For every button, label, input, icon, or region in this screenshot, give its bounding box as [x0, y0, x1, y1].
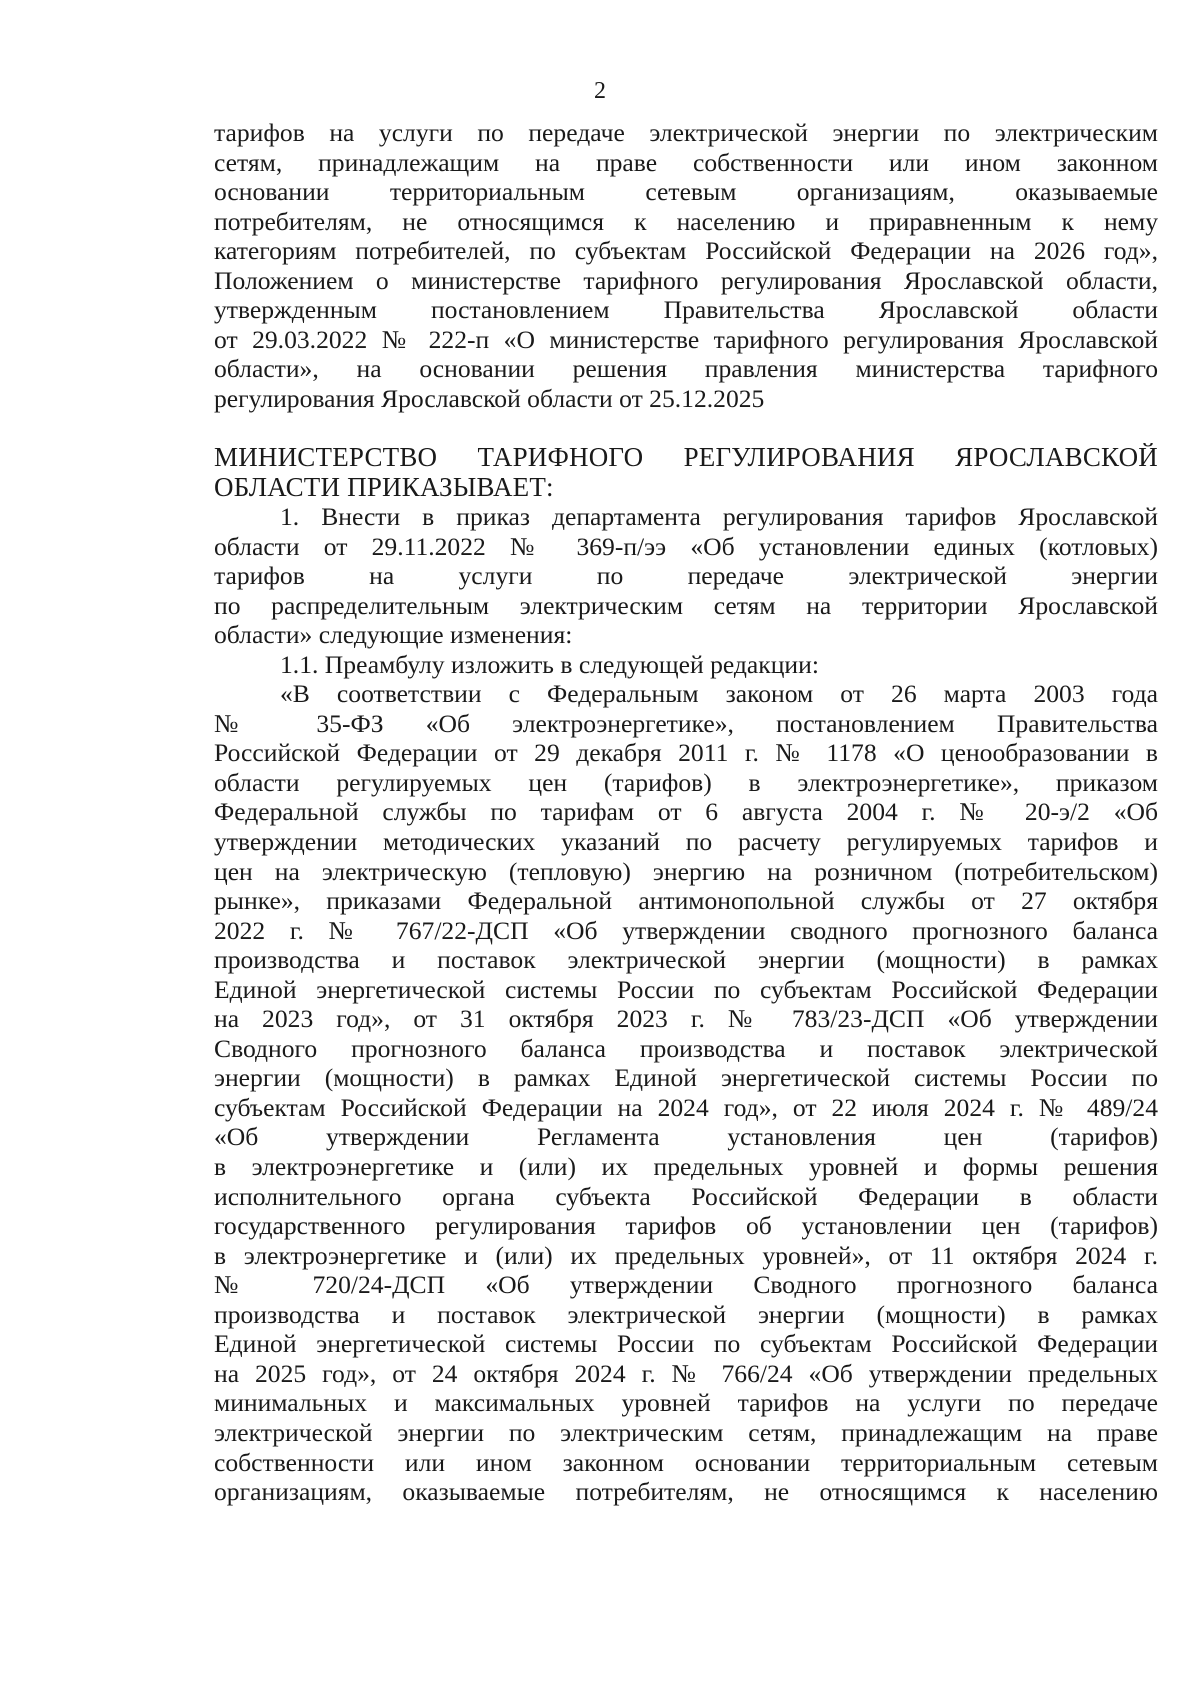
text-line: по распределительным электрическим сетям на территории Ярославской [214, 590, 1158, 620]
text-line: потребителям, не относящимся к населению и приравненным к нему [214, 206, 1158, 236]
text-line: рынке», приказами Федеральной антимонопольной службы от 27 октября [214, 886, 1158, 916]
text-line: минимальных и максимальных уровней тарифов на услуги по передаче [214, 1388, 1158, 1418]
text-line: на 2023 год», от 31 октября 2023 г. № 783/23-ДСП «Об утверждении [214, 1004, 1158, 1034]
page-number: 2 [594, 78, 606, 104]
text-line: 1. Внести в приказ департамента регулирования тарифов Ярославской [280, 502, 1158, 531]
text-line: области», на основании решения правления министерства тарифного [214, 354, 1158, 384]
text-line: исполнительного органа субъекта Российской Федерации в области [214, 1181, 1158, 1211]
text-line: в электроэнергетике и (или) их предельных уровней», от 11 октября 2024 г. [214, 1240, 1158, 1270]
order-body [214, 502, 1158, 1507]
text-line: на 2025 год», от 24 октября 2024 г. № 766/24 «Об утверждении предельных [214, 1358, 1158, 1388]
text-line: организациям, оказываемые потребителям, не относящимся к населению [214, 1477, 1158, 1507]
text-line: собственности или ином законном основании территориальным сетевым [214, 1447, 1158, 1477]
text-line: от 29.03.2022 № 222-п «О министерстве тарифного регулирования Ярославской [214, 324, 1158, 354]
text-line: Единой энергетической системы России по субъектам Российской Федерации [214, 974, 1158, 1004]
text-line: Федеральной службы по тарифам от 6 августа 2004 г. № 20-э/2 «Об [214, 797, 1158, 827]
text-line: тарифов на услуги по передаче электрической энергии по электрическим [214, 118, 1158, 147]
text-line: категориям потребителей, по субъектам Российской Федерации на 2026 год», [214, 236, 1158, 266]
text-line: Единой энергетической системы России по субъектам Российской Федерации [214, 1329, 1158, 1359]
text-line: области от 29.11.2022 № 369-п/ээ «Об установлении единых (котловых) [214, 531, 1158, 561]
text-line: области» следующие изменения: [214, 620, 573, 650]
text-line: сетям, принадлежащим на праве собственности или ином законном [214, 147, 1158, 177]
text-line: № 35-ФЗ «Об электроэнергетике», постановлением Правительства [214, 708, 1158, 738]
heading-line: ОБЛАСТИ ПРИКАЗЫВАЕТ: [214, 472, 554, 502]
text-line: основании территориальным сетевым организациям, оказываемые [214, 177, 1158, 207]
text-line: производства и поставок электрической энергии (мощности) в рамках [214, 1299, 1158, 1329]
heading-line: МИНИСТЕРСТВО ТАРИФНОГО РЕГУЛИРОВАНИЯ ЯРОСЛАВСКОЙ [214, 443, 1158, 472]
preamble-paragraph [214, 118, 1158, 413]
text-line: субъектам Российской Федерации на 2024 год», от 22 июля 2024 г. № 489/24 [214, 1092, 1158, 1122]
text-line: Положением о министерстве тарифного регулирования Ярославской области, [214, 265, 1158, 295]
text-line: утверждении методических указаний по расчету регулируемых тарифов и [214, 827, 1158, 857]
text-line: Сводного прогнозного баланса производства и поставок электрической [214, 1033, 1158, 1063]
text-line: электрической энергии по электрическим сетям, принадлежащим на праве [214, 1417, 1158, 1447]
text-line: тарифов на услуги по передаче электрической энергии [214, 561, 1158, 591]
text-line: государственного регулирования тарифов об установлении цен (тарифов) [214, 1211, 1158, 1241]
text-line: 1.1. Преамбулу изложить в следующей редакции: [280, 649, 819, 679]
text-line: производства и поставок электрической энергии (мощности) в рамках [214, 945, 1158, 975]
text-line: «В соответствии с Федеральным законом от 26 марта 2003 года [280, 679, 1158, 709]
text-line: в электроэнергетике и (или) их предельных уровней и формы решения [214, 1152, 1158, 1182]
text-line: цен на электрическую (тепловую) энергию на розничном (потребительском) [214, 856, 1158, 886]
text-line: «Об утверждении Регламента установления цен (тарифов) [214, 1122, 1158, 1152]
text-line: № 720/24-ДСП «Об утверждении Сводного прогнозного баланса [214, 1270, 1158, 1300]
order-heading [214, 443, 1158, 502]
text-line: 2022 г. № 767/22-ДСП «Об утверждении сводного прогнозного баланса [214, 915, 1158, 945]
text-line: энергии (мощности) в рамках Единой энергетической системы России по [214, 1063, 1158, 1093]
text-line: регулирования Ярославской области от 25.12.2025 [214, 383, 765, 413]
text-line: утвержденным постановлением Правительства Ярославской области [214, 295, 1158, 325]
text-line: области регулируемых цен (тарифов) в электроэнергетике», приказом [214, 767, 1158, 797]
text-line: Российской Федерации от 29 декабря 2011 г. № 1178 «О ценообразовании в [214, 738, 1158, 768]
